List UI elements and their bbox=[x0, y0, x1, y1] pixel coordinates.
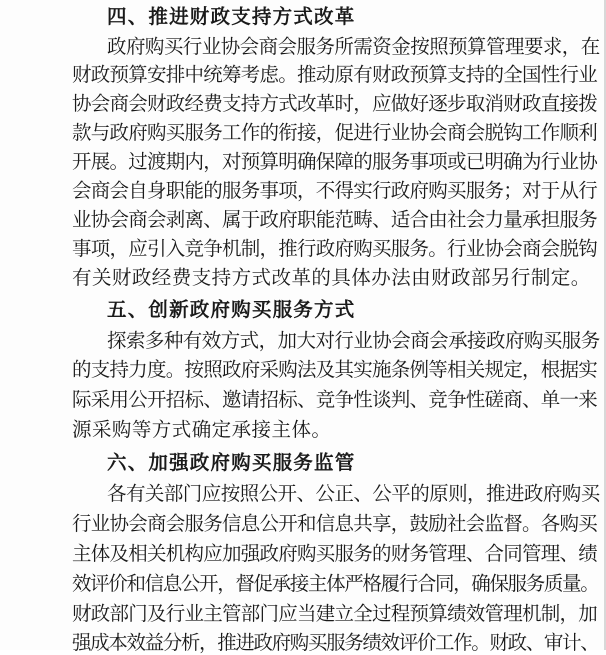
paragraph-line: 各有关部门应按照公开、公正、公平的原则，推进政府购买 bbox=[107, 482, 600, 505]
paragraph-line: 财政部门及行业主管部门应当建立全过程预算绩效管理机制，加 bbox=[72, 602, 598, 625]
paragraph-line: 探索多种有效方式，加大对行业协会商会承接政府购买服务 bbox=[107, 329, 600, 352]
paragraph-line: 协会商会财政经费支持方式改革时，应做好逐步取消财政直接拨 bbox=[72, 92, 598, 115]
section-heading: 五、创新政府购买服务方式 bbox=[107, 298, 356, 321]
paragraph-line: 业协会商会剥离、属于政府职能范畴、适合由社会力量承担服务 bbox=[72, 208, 598, 231]
paragraph-line: 会商会自身职能的服务事项，不得实行政府购买服务；对于从行 bbox=[72, 179, 598, 202]
paragraph-line: 开展。过渡期内，对预算明确保障的服务事项或已明确为行业协 bbox=[72, 150, 598, 173]
section-heading: 六、加强政府购买服务监管 bbox=[107, 451, 356, 474]
paragraph-line: 行业协会商会服务信息公开和信息共享，鼓励社会监督。各购买 bbox=[72, 512, 598, 535]
paragraph-line: 源采购等方式确定承接主体。 bbox=[72, 418, 332, 441]
paragraph-line: 效评价和信息公开，督促承接主体严格履行合同，确保服务质量。 bbox=[72, 572, 599, 595]
paragraph-line: 际采用公开招标、邀请招标、竞争性谈判、竞争性磋商、单一来 bbox=[72, 388, 598, 411]
paragraph-line: 主体及相关机构应加强政府购买服务的财务管理、合同管理、绩 bbox=[72, 542, 598, 565]
paragraph-line: 款与政府购买服务工作的衔接，促进行业协会商会脱钩工作顺利 bbox=[72, 121, 598, 144]
paragraph-line: 强成本效益分析，推进政府购买服务绩效评价工作。财政、审计、 bbox=[72, 631, 599, 654]
paragraph-line: 有关财政经费支持方式改革的具体办法由财政部另行制定。 bbox=[72, 266, 591, 289]
paragraph-line: 政府购买行业协会商会服务所需资金按照预算管理要求，在 bbox=[107, 35, 600, 58]
paragraph-line: 财政预算安排中统筹考虑。推动原有财政预算支持的全国性行业 bbox=[72, 63, 598, 86]
section-heading: 四、推进财政支持方式改革 bbox=[107, 5, 356, 28]
paragraph-line: 事项，应引入竞争机制，推行政府购买服务。行业协会商会脱钩 bbox=[72, 237, 598, 260]
paragraph-line: 的支持力度。按照政府采购法及其实施条例等相关规定，根据实 bbox=[72, 358, 598, 381]
